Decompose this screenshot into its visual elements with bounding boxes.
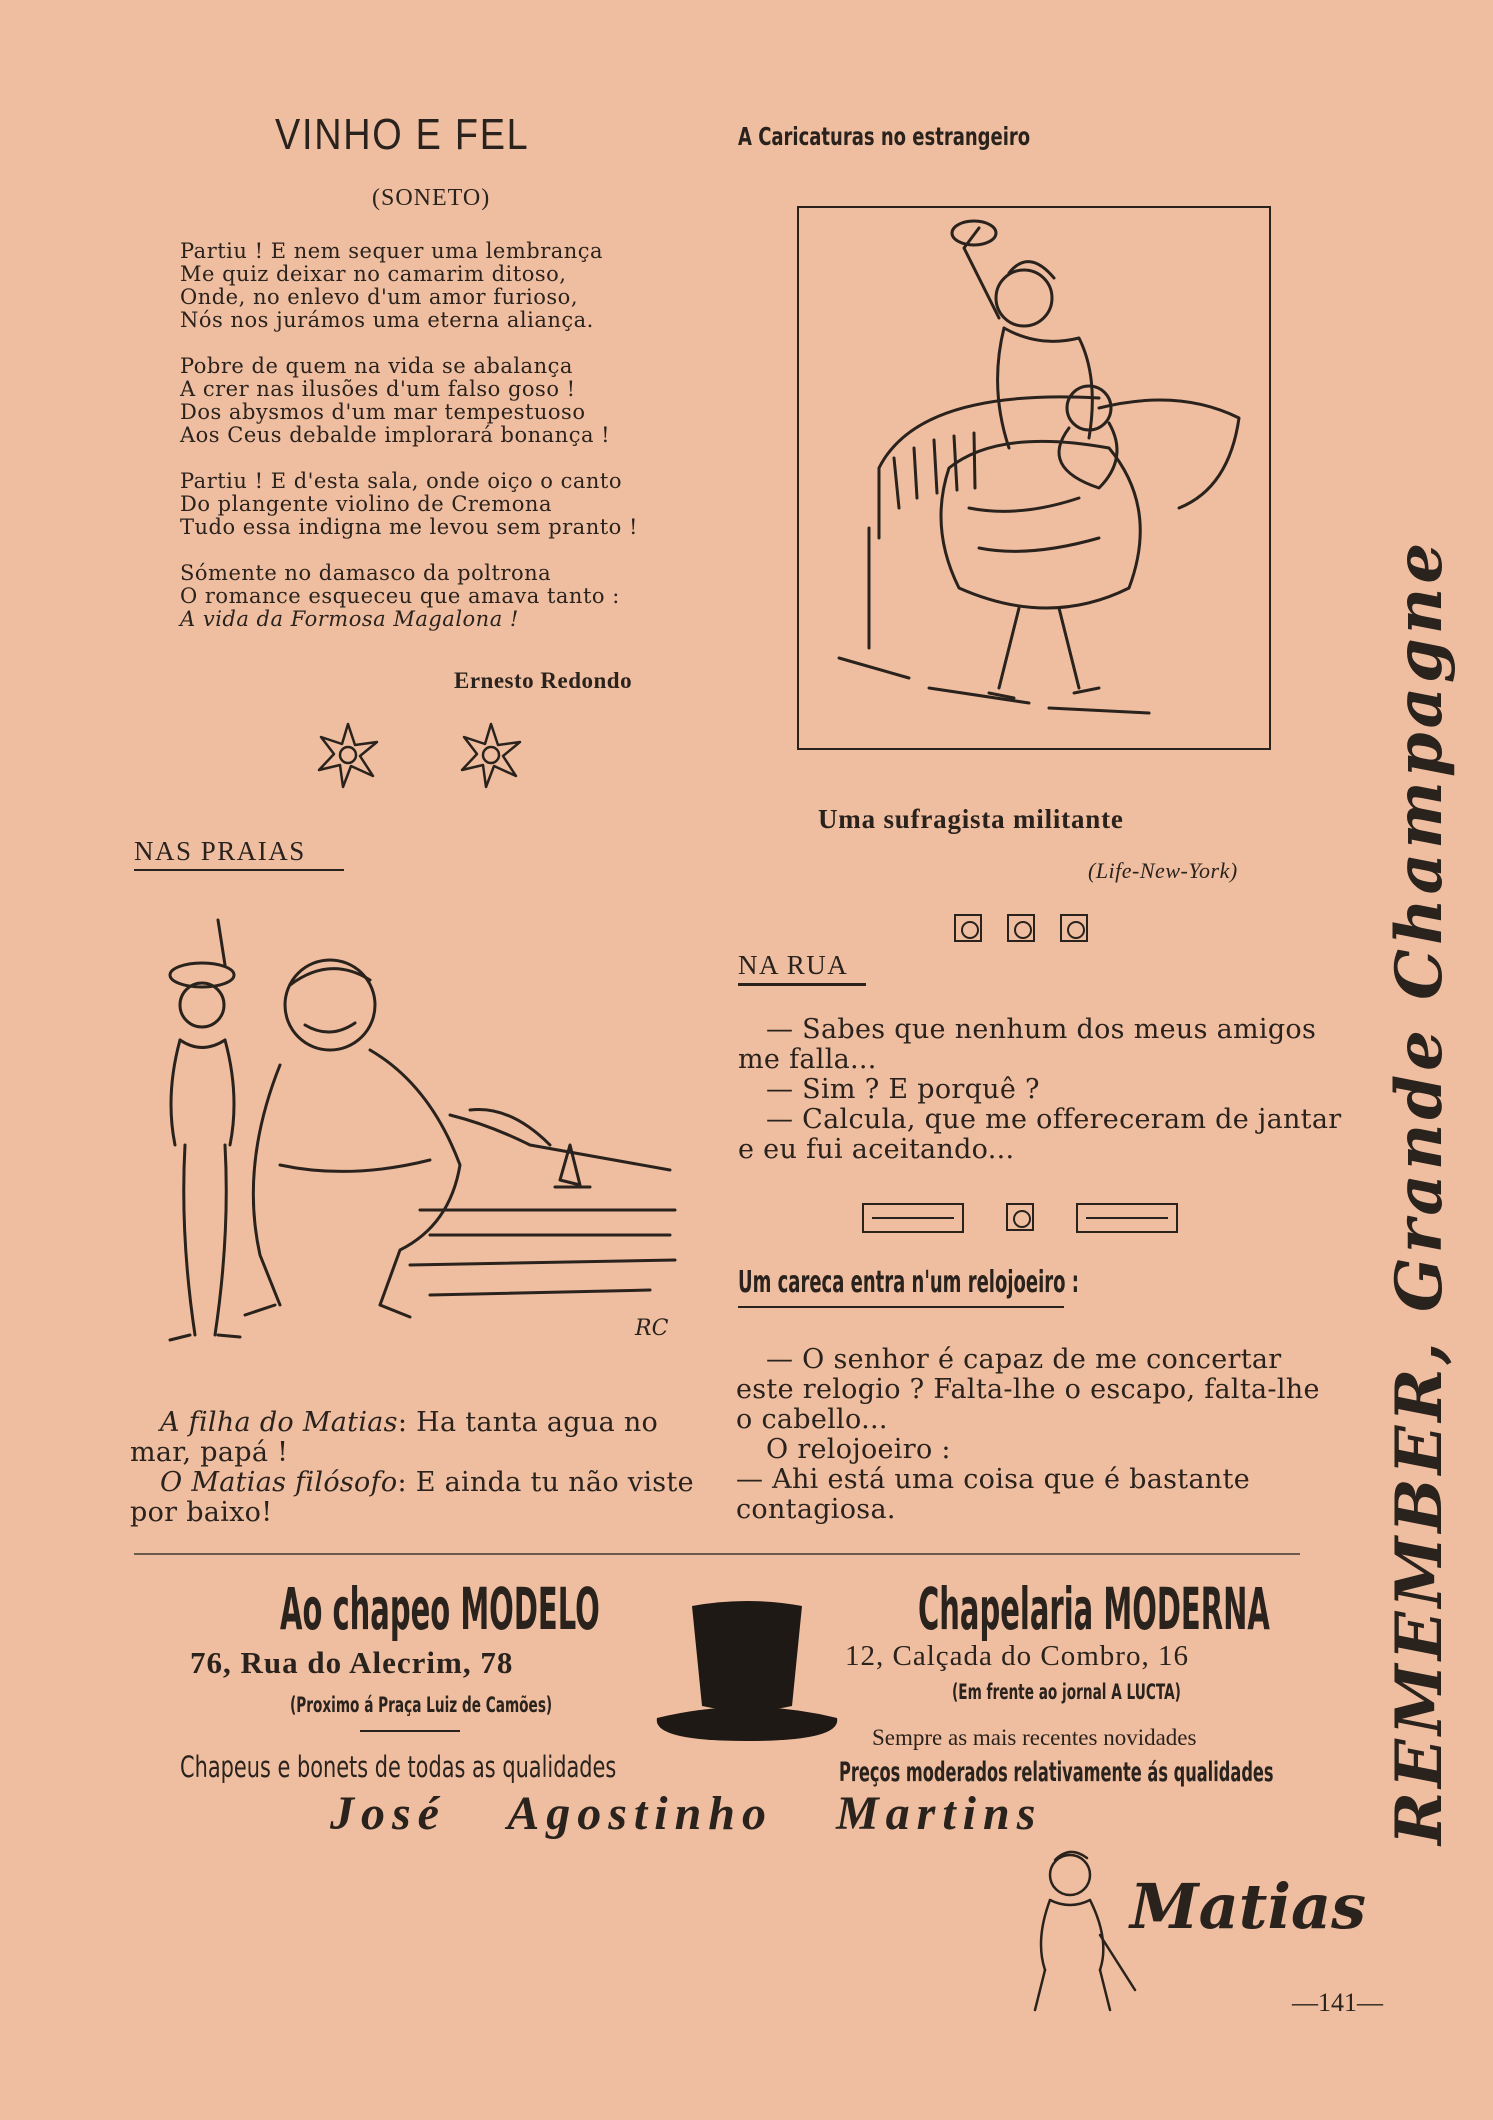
dialogue-line bbox=[130, 1468, 710, 1498]
praias-heading-underline bbox=[134, 869, 344, 871]
ad-right-address: 12, Calçada do Combro, 16 bbox=[845, 1640, 1189, 1672]
box-ornament-icon bbox=[954, 914, 982, 942]
stanza-2 bbox=[180, 355, 670, 447]
poem-subtitle: (SONETO) bbox=[372, 185, 491, 211]
poem-line: Pobre de quem na vida se abalança bbox=[180, 354, 573, 378]
suffragist-drawing bbox=[799, 208, 1269, 748]
ad-owner-name: José Agostinho Martins bbox=[330, 1787, 1043, 1840]
stanza-1 bbox=[180, 240, 670, 332]
box-ornament-icon bbox=[1006, 1203, 1034, 1231]
dialogue-line bbox=[130, 1498, 710, 1528]
text-line: — Sim ? E porquê ? bbox=[766, 1074, 1040, 1105]
praias-dialogue bbox=[130, 1408, 710, 1528]
ad-left-rule bbox=[360, 1730, 460, 1732]
text-line: e eu fui aceitando... bbox=[738, 1134, 1015, 1165]
speech: : Ha tanta agua no bbox=[397, 1407, 659, 1438]
text-line: — Sabes que nenhum dos meus amigos bbox=[766, 1014, 1317, 1045]
matias-mascot-icon bbox=[1015, 1840, 1145, 2020]
bar-ornament-icon bbox=[1076, 1203, 1178, 1233]
text-line: este relogio ? Falta-lhe o escapo, falta-lhe bbox=[736, 1374, 1320, 1405]
flower-ornament-icon bbox=[456, 720, 526, 790]
rua-heading-underline bbox=[738, 983, 866, 986]
poem-line: Dos abysmos d'um mar tempestuoso bbox=[180, 400, 586, 424]
rua-heading: NA RUA bbox=[738, 950, 849, 980]
poem-line: Sómente no damasco da poltrona bbox=[180, 561, 552, 585]
caricature-caption: Uma sufragista militante bbox=[818, 804, 1124, 834]
praias-signature: RC bbox=[635, 1316, 669, 1341]
ad-right-name: Chapelaria MODERNA bbox=[918, 1575, 1270, 1643]
praias-illustration bbox=[130, 905, 700, 1360]
poem-line: Me quiz deixar no camarim ditoso, bbox=[180, 262, 567, 286]
poem-line: A vida da Formosa Magalona ! bbox=[180, 607, 519, 631]
speech: mar, papá ! bbox=[130, 1437, 289, 1468]
text-line: — O senhor é capaz de me concertar bbox=[766, 1344, 1282, 1375]
text-line: — Calcula, que me offereceram de jantar bbox=[766, 1104, 1342, 1135]
poem-line: Partiu ! E nem sequer uma lembrança bbox=[180, 239, 604, 263]
stanza-3 bbox=[180, 470, 670, 539]
poem-line: Do plangente violino de Cremona bbox=[180, 492, 552, 516]
poem-line: Onde, no enlevo d'um amor furioso, bbox=[180, 285, 578, 309]
box-ornament-icon bbox=[1060, 914, 1088, 942]
ad-left-note: (Proximo á Praça Luiz de Camões) bbox=[290, 1693, 553, 1717]
poem-line: Nós nos jurámos uma eterna aliança. bbox=[180, 308, 594, 332]
stanza-4 bbox=[180, 562, 670, 631]
text-line: contagiosa. bbox=[736, 1494, 896, 1525]
speaker: A filha do Matias bbox=[160, 1407, 398, 1438]
sidebar-vertical-ad bbox=[1380, 145, 1460, 1845]
top-hat-icon bbox=[652, 1596, 842, 1746]
dialogue-line bbox=[130, 1438, 710, 1468]
sidebar-text: REMEMBER, Grande Champagne bbox=[1382, 538, 1457, 1845]
text-line: me falla... bbox=[738, 1044, 877, 1075]
speaker: O Matias filósofo bbox=[160, 1467, 398, 1498]
poem-body bbox=[180, 240, 670, 631]
flower-ornament-icon bbox=[313, 720, 383, 790]
careca-heading-underline bbox=[738, 1306, 1064, 1308]
text-line: O relojoeiro : bbox=[766, 1434, 951, 1465]
rua-body bbox=[738, 1014, 1342, 1165]
poem-line: Partiu ! E d'esta sala, onde oiço o canto bbox=[180, 469, 623, 493]
praias-heading: NAS PRAIAS bbox=[134, 836, 306, 866]
box-ornament-icon bbox=[1007, 914, 1035, 942]
caricature-source: (Life-New-York) bbox=[1088, 858, 1238, 883]
ad-right-tagline-2: Preços moderados relativamente ás qualidades bbox=[839, 1757, 1274, 1788]
page-number: —141— bbox=[1292, 1988, 1383, 2017]
ad-right-note: (Em frente ao jornal A LUCTA) bbox=[952, 1680, 1181, 1704]
poem-line: Aos Ceus debalde implorará bonança ! bbox=[180, 423, 611, 447]
matias-logo: Matias bbox=[1130, 1870, 1367, 1943]
caricature-header: A Caricaturas no estrangeiro bbox=[738, 122, 1031, 151]
poem-line: O romance esqueceu que amava tanto : bbox=[180, 584, 620, 608]
ad-left-name: Ao chapeo MODELO bbox=[280, 1575, 600, 1643]
speech: por baixo! bbox=[130, 1497, 273, 1528]
ad-left-address: 76, Rua do Alecrim, 78 bbox=[190, 1645, 514, 1680]
speech: : E ainda tu não viste bbox=[397, 1467, 694, 1498]
bar-ornament-icon bbox=[862, 1203, 964, 1233]
careca-heading: Um careca entra n'um relojoeiro : bbox=[738, 1265, 1079, 1300]
text-line: — Ahi está uma coisa que é bastante bbox=[736, 1464, 1250, 1495]
caricature-illustration bbox=[797, 206, 1271, 750]
dialogue-line bbox=[130, 1408, 710, 1438]
poem-line: A crer nas ilusões d'um falso goso ! bbox=[180, 377, 576, 401]
careca-body bbox=[736, 1344, 1320, 1525]
poem-title: VINHO E FEL bbox=[275, 110, 530, 159]
poem-author: Ernesto Redondo bbox=[454, 668, 633, 693]
text-line: o cabello... bbox=[736, 1404, 888, 1435]
beach-cartoon bbox=[130, 905, 700, 1360]
divider-ornament bbox=[862, 1203, 1182, 1235]
rua-ornament-row bbox=[954, 914, 1094, 944]
ad-left-tagline: Chapeus e bonets de todas as qualidades bbox=[180, 1750, 617, 1784]
ad-right-tagline-1: Sempre as mais recentes novidades bbox=[872, 1725, 1197, 1750]
poem-line: Tudo essa indigna me levou sem pranto ! bbox=[180, 515, 638, 539]
section-divider bbox=[134, 1553, 1300, 1555]
